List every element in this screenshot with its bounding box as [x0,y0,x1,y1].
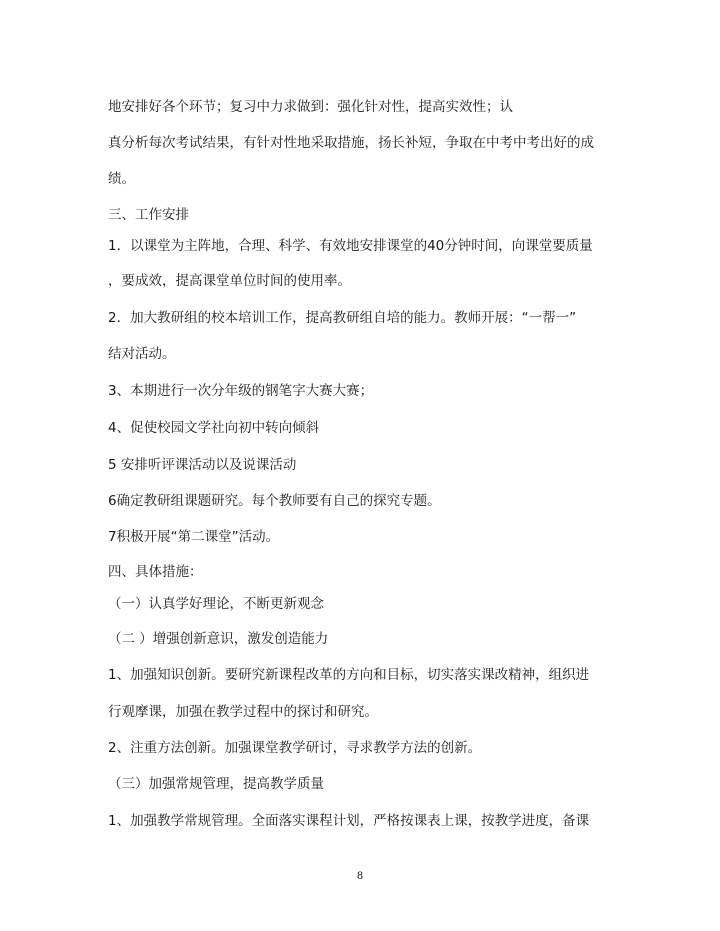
text-line: 结对活动。 [108,346,176,362]
text-line: 1．以课堂为主阵地，合理、科学、有效地安排课堂的40分钟时间，向课堂要质量 [108,238,593,254]
text-line: ，要成效，提高课堂单位时间的使用率。 [108,273,351,289]
text-line: 3、本期进行一次分年级的钢笔字大赛大赛； [108,383,374,399]
text-line: 4、促使校园文学社向初中转向倾斜 [108,420,320,436]
text-line: 地安排好各个环节；复习中力求做到：强化针对性，提高实效性；认 [108,99,513,115]
text-line: 绩。 [108,171,135,187]
text-line: 1、加强知识创新。要研究新课程改革的方向和目标，切实落实课改精神，组织进 [108,667,590,683]
text-line: 2．加大教研组的校本培训工作，提高教研组自培的能力。教师开展：“一帮一” [108,310,577,326]
text-line: 7积极开展“第二课堂”活动。 [108,529,280,545]
text-line: 2、注重方法创新。加强课堂教学研讨，寻求教学方法的创新。 [108,740,482,756]
subsection-heading: （二 ）增强创新意识，激发创造能力 [108,631,329,647]
page-number: 8 [356,871,364,882]
text-line: 6确定教研组课题研究。每个教师要有自己的探究专题。 [108,493,441,509]
text-line: 5 安排听评课活动以及说课活动 [108,457,297,473]
text-line: 真分析每次考试结果，有针对性地采取措施，扬长补短，争取在中考中考出好的成 [108,135,594,151]
subsection-heading: （一）认真学好理论，不断更新观念 [108,596,324,612]
section-heading: 三、工作安排 [108,207,189,223]
text-line: 1、加强教学常规管理。全面落实课程计划，严格按课表上课，按教学进度，备课 [108,813,590,829]
section-heading: 四、具体措施： [108,564,203,580]
subsection-heading: （三）加强常规管理，提高教学质量 [108,776,324,792]
text-line: 行观摩课，加强在教学过程中的探讨和研究。 [108,704,378,720]
